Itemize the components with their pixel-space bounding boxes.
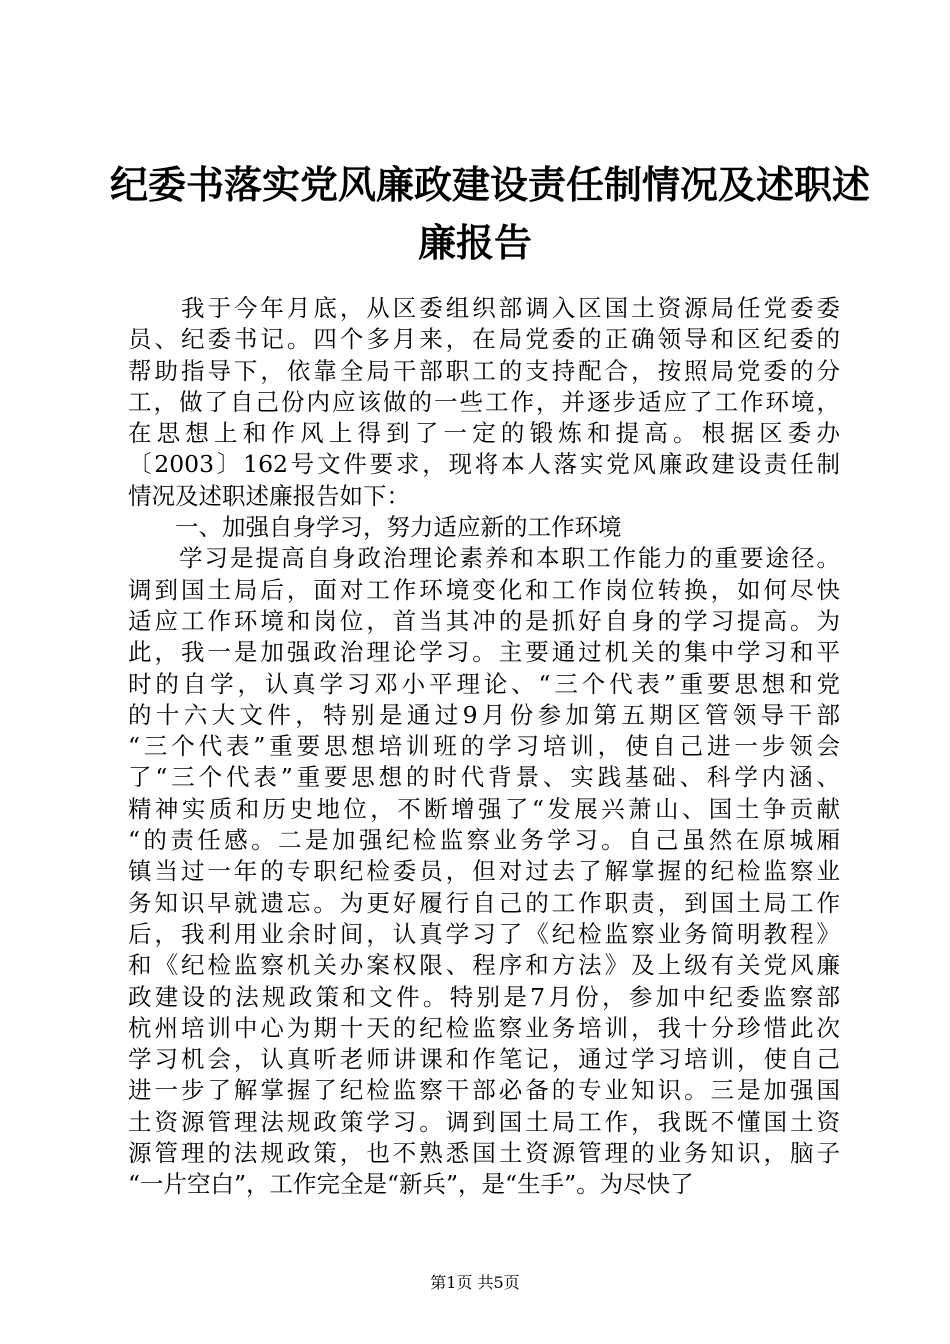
body-text-line: 学习是提高自身政治理论素养和本职工作能力的重要途径。: [128, 544, 840, 573]
body-text-line: “的责任感。二是加强纪检监察业务学习。自己虽然在原城厢: [128, 826, 840, 855]
body-text-line: 适应工作环境和岗位，首当其冲的是抓好自身的学习提高。为: [128, 606, 840, 635]
body-text-line: 源管理的法规政策，也不熟悉国土资源管理的业务知识，脑子: [128, 1139, 840, 1168]
body-text-line: “三个代表”重要思想培训班的学习培训，使自己进一步领会: [128, 732, 840, 761]
document-title-line-1: 纪委书落实党风廉政建设责任制情况及述职述: [110, 162, 871, 207]
body-text-line: 在思想上和作风上得到了一定的锻炼和提高。根据区委办: [128, 419, 840, 448]
body-text-line: 学习机会，认真听老师讲课和作笔记，通过学习培训，使自己: [128, 1045, 840, 1074]
body-text-line: 和《纪检监察机关办案权限、程序和方法》及上级有关党风廉: [128, 951, 840, 980]
body-text-line: 时的自学，认真学习邓小平理论、“三个代表”重要思想和党: [128, 669, 840, 698]
body-text-line: 土资源管理法规政策学习。调到国土局工作，我既不懂国土资: [128, 1107, 840, 1136]
body-text-line: 〔2003〕162号文件要求，现将本人落实党风廉政建设责任制: [128, 450, 840, 479]
body-text-line: 员、纪委书记。四个多月来，在局党委的正确领导和区纪委的: [128, 325, 840, 354]
body-text-line: 精神实质和历史地位，不断增强了“发展兴萧山、国土争贡献: [128, 794, 840, 823]
body-text-line: 工，做了自己份内应该做的一些工作，并逐步适应了工作环境，: [128, 387, 840, 416]
body-text-line: 杭州培训中心为期十天的纪检监察业务培训，我十分珍惜此次: [128, 1013, 840, 1042]
body-text-line: 此，我一是加强政治理论学习。主要通过机关的集中学习和平: [128, 638, 840, 667]
body-text-line: 进一步了解掌握了纪检监察干部必备的专业知识。三是加强国: [128, 1076, 840, 1105]
body-text-line: 情况及述职述廉报告如下：: [128, 481, 410, 510]
body-text-line: 务知识早就遗忘。为更好履行自己的工作职责，到国土局工作: [128, 888, 840, 917]
body-text-line: 镇当过一年的专职纪检委员，但对过去了解掌握的纪检监察业: [128, 857, 840, 886]
document-title-line-2: 廉报告: [417, 220, 532, 265]
body-text-line: 帮助指导下，依靠全局干部职工的支持配合，按照局党委的分: [128, 356, 840, 385]
body-text-line: 调到国土局后，面对工作环境变化和工作岗位转换，如何尽快: [128, 575, 840, 604]
body-text-line: “一片空白”，工作完全是“新兵”，是“生手”。为尽快了: [128, 1170, 694, 1199]
body-text-line: 了“三个代表”重要思想的时代背景、实践基础、科学内涵、: [128, 763, 840, 792]
body-text-line: 后，我利用业余时间，认真学习了《纪检监察业务简明教程》: [128, 919, 840, 948]
body-text-line: 的十六大文件，特别是通过9月份参加第五期区管领导干部: [128, 700, 840, 729]
body-text-line: 一、加强自身学习，努力适应新的工作环境: [128, 513, 622, 542]
body-text-line: 我于今年月底，从区委组织部调入区国土资源局任党委委: [128, 294, 840, 322]
document-body: [128, 293, 840, 1201]
page-footer: 第1页 共5页: [430, 1273, 520, 1292]
body-text-line: 政建设的法规政策和文件。特别是7月份，参加中纪委监察部: [128, 982, 840, 1011]
